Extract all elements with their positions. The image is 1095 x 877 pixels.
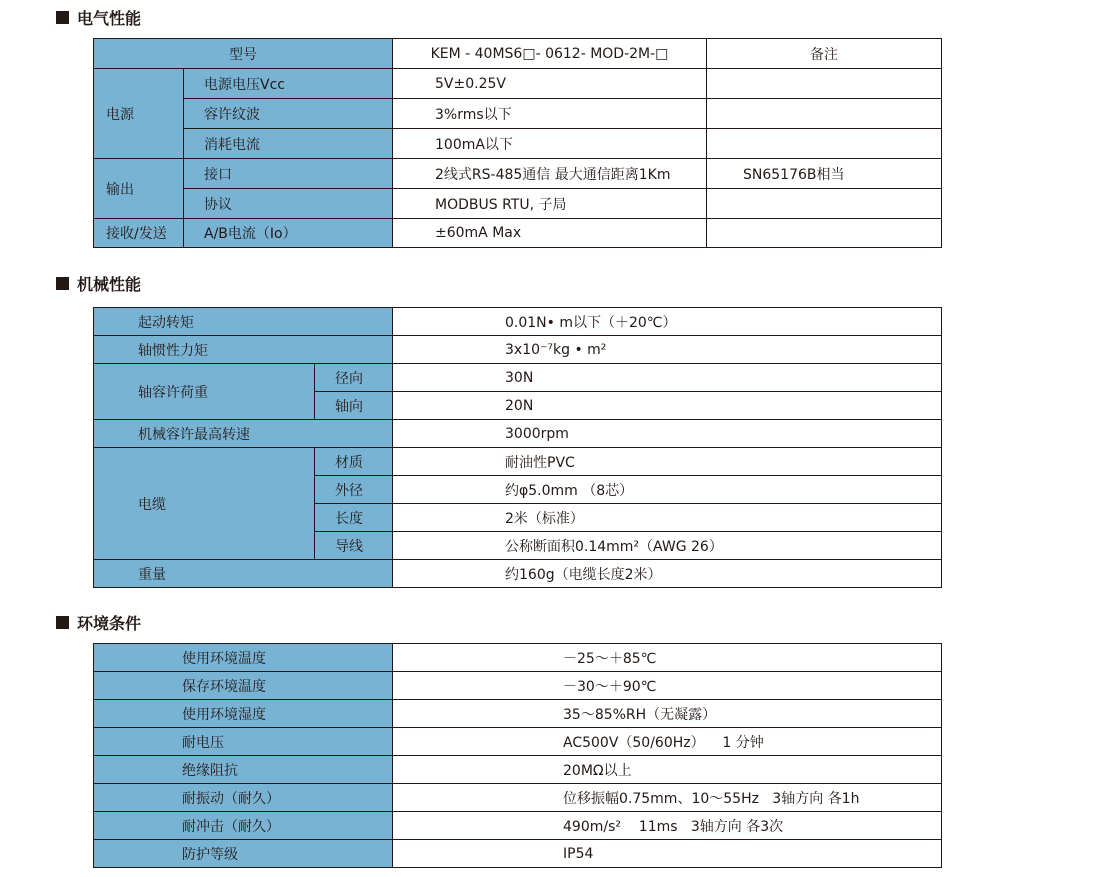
row-label: A/B电流（Io）: [184, 219, 393, 248]
row-note: [707, 69, 942, 99]
section-title-environment: [56, 611, 141, 634]
table-row: [94, 784, 942, 812]
model-label: 型号: [94, 39, 393, 69]
row-label: 容许纹波: [184, 99, 393, 129]
row-label: 轴惯性力矩: [94, 336, 393, 364]
table-row: [94, 756, 942, 784]
row-label: 绝缘阻抗: [94, 756, 393, 784]
row-label: 重量: [94, 560, 393, 588]
row-value: 2线式RS-485通信 最大通信距离1Km: [393, 159, 707, 189]
sub-label: 导线: [315, 532, 393, 560]
row-label: 机械容许最高转速: [94, 420, 393, 448]
table-row: [94, 159, 942, 189]
square-bullet-icon: [56, 616, 69, 629]
square-bullet-icon: [56, 277, 69, 290]
row-value: 5V±0.25V: [393, 69, 707, 99]
row-label: 接口: [184, 159, 393, 189]
row-note: [707, 99, 942, 129]
table-row: [94, 672, 942, 700]
row-label: 耐电压: [94, 728, 393, 756]
row-value: 约160g（电缆长度2米）: [393, 560, 942, 588]
row-label: 起动转矩: [94, 308, 393, 336]
sub-label: 长度: [315, 504, 393, 532]
electrical-table: [93, 38, 942, 248]
sub-label: 轴向: [315, 392, 393, 420]
row-label: 电源电压Vcc: [184, 69, 393, 99]
row-value: 公称断面积0.14mm²（AWG 26）: [393, 532, 942, 560]
row-label: 轴容许荷重: [94, 364, 315, 420]
row-label: 使用环境温度: [94, 644, 393, 672]
row-value: 30N: [393, 364, 942, 392]
table-row: [94, 336, 942, 364]
table-row: [94, 129, 942, 159]
row-value: 3000rpm: [393, 420, 942, 448]
note-label: 备注: [707, 39, 942, 69]
table-row: [94, 728, 942, 756]
row-value: 3x10⁻⁷kg • m²: [393, 336, 942, 364]
row-value: IP54: [393, 840, 942, 868]
row-value: MODBUS RTU, 子局: [393, 189, 707, 219]
mechanical-table: [93, 307, 942, 588]
row-value: 2米（标准）: [393, 504, 942, 532]
sub-label: 径向: [315, 364, 393, 392]
row-note: SN65176B相当: [707, 159, 942, 189]
row-label: 防护等级: [94, 840, 393, 868]
table-row: [94, 99, 942, 129]
section-title-electrical: [56, 6, 141, 29]
group-rxtx: 接收/发送: [94, 219, 184, 248]
row-value: 35～85%RH（无凝露）: [393, 700, 942, 728]
table-row: [94, 700, 942, 728]
table-row: [94, 420, 942, 448]
table-row: [94, 560, 942, 588]
table-row: [94, 812, 942, 840]
row-label: 协议: [184, 189, 393, 219]
table-row: [94, 189, 942, 219]
row-value: 约φ5.0mm （8芯）: [393, 476, 942, 504]
section-title-text: 电气性能: [77, 9, 142, 28]
row-value: 490m/s² 11ms 3轴方向 各3次: [393, 812, 942, 840]
table-row: [94, 308, 942, 336]
table-row: [94, 840, 942, 868]
row-value: 0.01N• m以下（＋20℃）: [393, 308, 942, 336]
group-output: 输出: [94, 159, 184, 219]
row-value: 20MΩ以上: [393, 756, 942, 784]
row-value: 100mA以下: [393, 129, 707, 159]
table-row: [94, 69, 942, 99]
row-value: 位移振幅0.75mm、10～55Hz 3轴方向 各1h: [393, 784, 942, 812]
row-note: [707, 129, 942, 159]
row-value: 耐油性PVC: [393, 448, 942, 476]
table-row: [94, 219, 942, 248]
row-value: 20N: [393, 392, 942, 420]
row-label: 耐振动（耐久）: [94, 784, 393, 812]
table-header-row: [94, 39, 942, 69]
row-label: 使用环境湿度: [94, 700, 393, 728]
section-title-text: 机械性能: [77, 275, 142, 294]
row-value: ±60mA Max: [393, 219, 707, 248]
square-bullet-icon: [56, 11, 69, 24]
sub-label: 材质: [315, 448, 393, 476]
row-label: 电缆: [94, 448, 315, 560]
model-value: KEM - 40MS6□- 0612- MOD-2M-□: [393, 39, 707, 69]
row-value: －30～＋90℃: [393, 672, 942, 700]
group-power: 电源: [94, 69, 184, 159]
row-label: 耐冲击（耐久）: [94, 812, 393, 840]
row-note: [707, 189, 942, 219]
section-title-text: 环境条件: [77, 614, 142, 633]
table-row: [94, 644, 942, 672]
row-value: AC500V（50/60Hz） 1 分钟: [393, 728, 942, 756]
table-row: [94, 364, 942, 392]
environment-table: [93, 643, 942, 868]
row-value: 3%rms以下: [393, 99, 707, 129]
row-note: [707, 219, 942, 248]
section-title-mechanical: [56, 272, 141, 295]
row-label: 保存环境温度: [94, 672, 393, 700]
row-value: －25～＋85℃: [393, 644, 942, 672]
sub-label: 外径: [315, 476, 393, 504]
row-label: 消耗电流: [184, 129, 393, 159]
table-row: [94, 448, 942, 476]
